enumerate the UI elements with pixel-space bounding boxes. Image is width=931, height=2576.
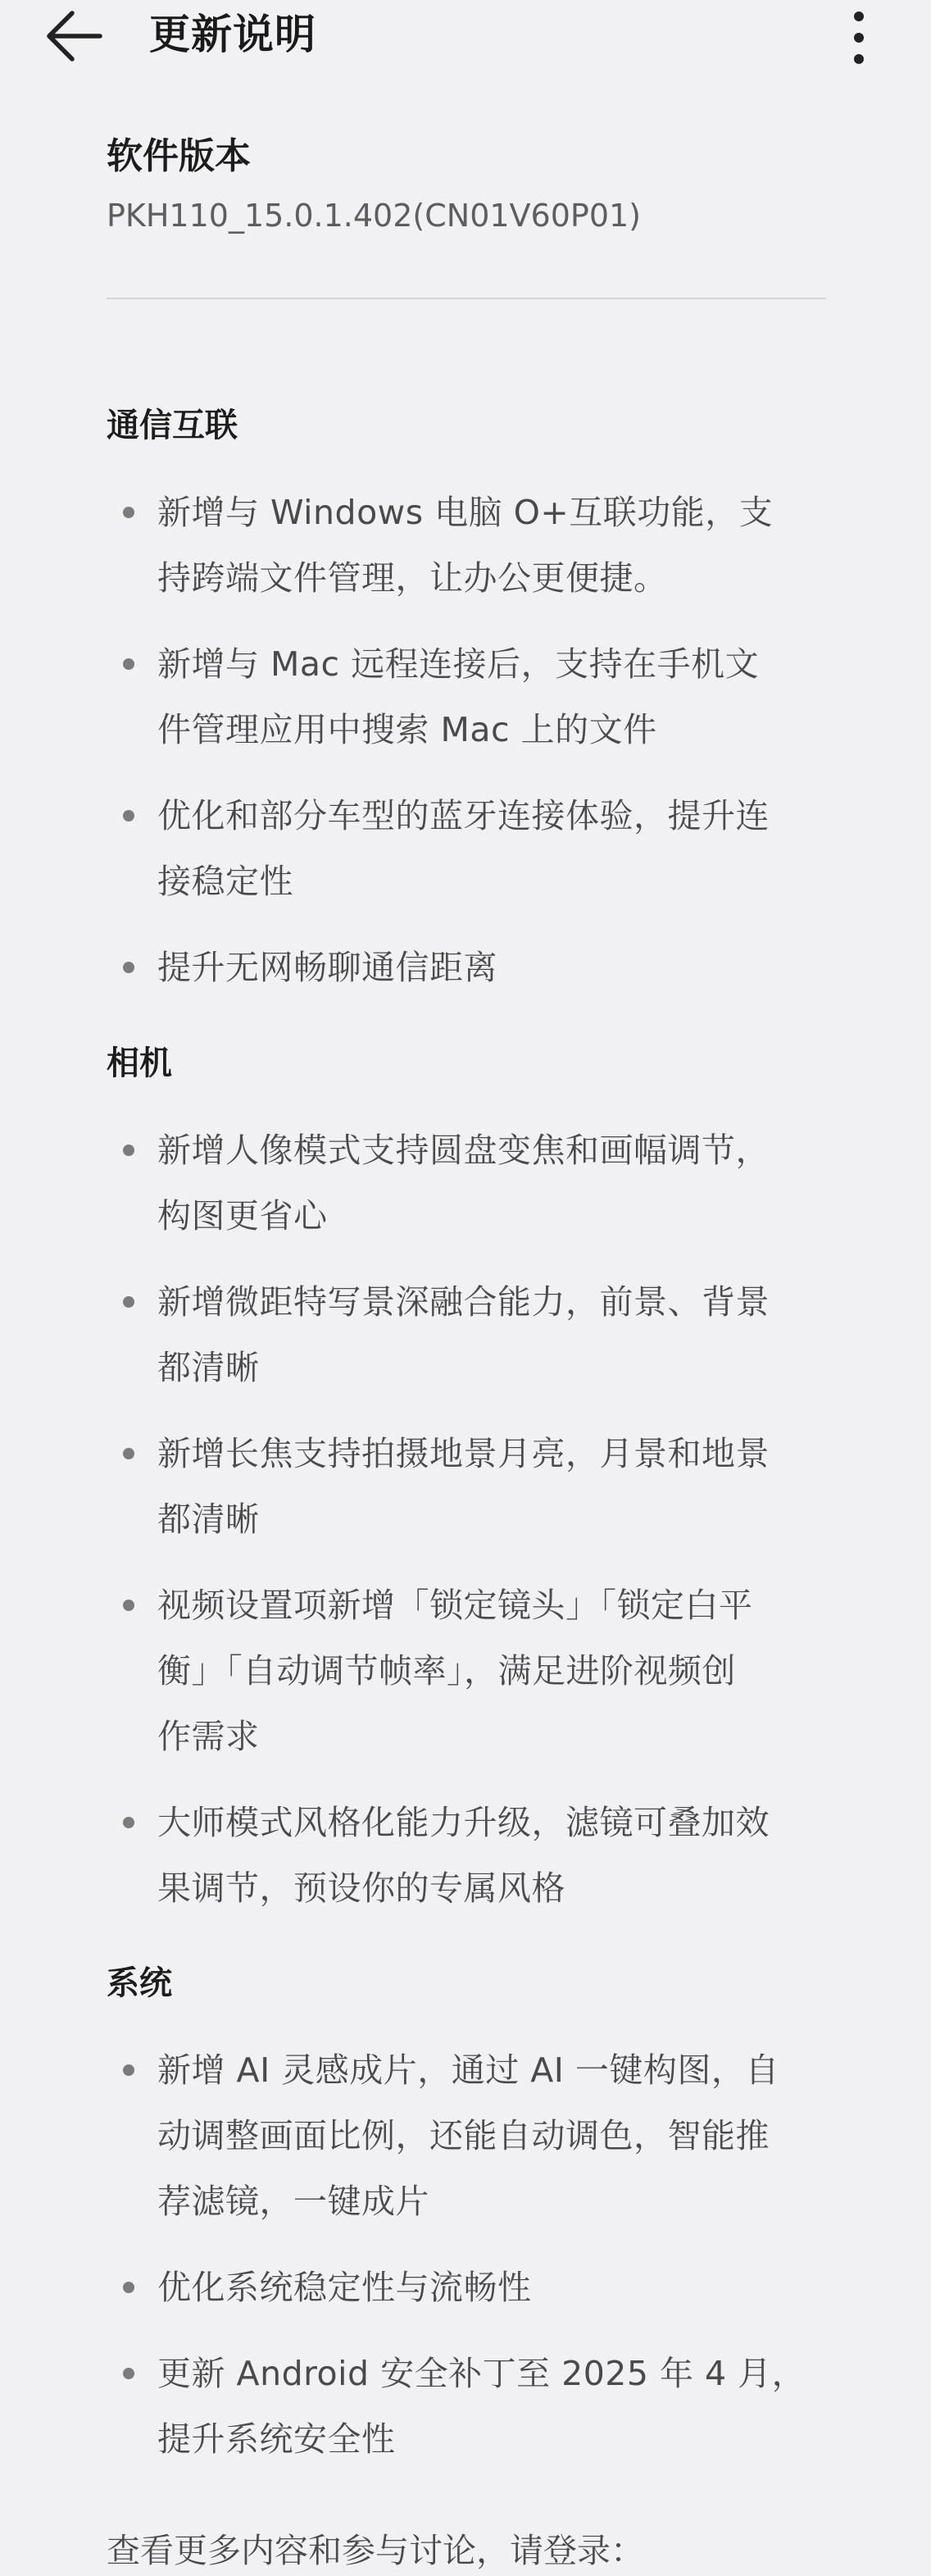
list-item: [157, 2037, 842, 2234]
software-version-value: PKH110_15.0.1.402(CN01V60P01): [107, 198, 641, 234]
bullet: [123, 1296, 134, 1308]
list-item: [157, 1790, 842, 1921]
list-item: [157, 480, 842, 611]
page-title: 更新说明: [149, 11, 316, 58]
bullet: [123, 1600, 134, 1611]
item-line: 持跨端文件管理，让办公更便捷。: [157, 558, 668, 598]
item-line: 优化和部分车型的蓝牙连接体验，提升连: [157, 796, 770, 835]
section-title-camera: 相机: [107, 1045, 172, 1082]
bullet: [123, 1817, 134, 1828]
item-line: 都清晰: [157, 1500, 260, 1539]
item-line: 都清晰: [157, 1348, 260, 1387]
item-line: 新增与 Windows 电脑 O+互联功能，支: [157, 493, 774, 532]
section-title-system: 系统: [107, 1964, 172, 2002]
item-line: 提升系统安全性: [157, 2419, 396, 2459]
list-item: [157, 2341, 842, 2472]
list-item: [157, 1117, 842, 1249]
item-line: 件管理应用中搜索 Mac 上的文件: [157, 710, 657, 749]
item-line: 接稳定性: [157, 862, 293, 901]
list-item: [157, 1269, 842, 1400]
more-options-button[interactable]: [833, 5, 885, 67]
list-item: [157, 1572, 842, 1769]
item-line: 果调节，预设你的专属风格: [157, 1868, 565, 1908]
bullet: [123, 1145, 134, 1156]
software-version-label: 软件版本: [107, 135, 251, 177]
back-button[interactable]: [43, 8, 105, 64]
list-item: [157, 935, 842, 1000]
item-line: 作需求: [157, 1717, 260, 1756]
bullet: [123, 507, 134, 518]
bullet: [123, 1448, 134, 1459]
item-line: 优化系统稳定性与流畅性: [157, 2268, 532, 2307]
item-line: 衡」「自动调节帧率」，满足进阶视频创: [157, 1651, 736, 1691]
list-item: [157, 1421, 842, 1552]
item-line: 构图更省心: [157, 1196, 328, 1236]
arrow-left-icon: [43, 8, 105, 64]
item-line: 动调整画面比例，还能自动调色，智能推: [157, 2116, 770, 2155]
bullet: [123, 2282, 134, 2293]
bullet: [123, 658, 134, 670]
item-line: 新增 AI 灵感成片，通过 AI 一键构图，自: [157, 2050, 779, 2090]
divider: [107, 298, 826, 299]
item-line: 新增与 Mac 远程连接后，支持在手机文: [157, 644, 760, 684]
item-line: 新增微距特写景深融合能力，前景、背景: [157, 1282, 770, 1322]
list-item: [157, 631, 842, 762]
item-line: 更新 Android 安全补丁至 2025 年 4 月，: [157, 2354, 806, 2393]
list-item: [157, 783, 842, 914]
bullet: [123, 810, 134, 821]
bullet: [123, 2368, 134, 2379]
item-line: 新增人像模式支持圆盘变焦和画幅调节，: [157, 1131, 770, 1170]
item-line: 荐滤镜，一键成片: [157, 2182, 429, 2221]
app-bar: [0, 0, 931, 75]
item-line: 提升无网畅聊通信距离: [157, 948, 497, 987]
item-line: 视频设置项新增「锁定镜头」「锁定白平: [157, 1586, 753, 1625]
list-item: [157, 2255, 842, 2320]
footer-login-prompt: 查看更多内容和参与讨论，请登录：: [107, 2531, 644, 2570]
item-line: 新增长焦支持拍摄地景月亮，月景和地景: [157, 1434, 770, 1473]
more-vertical-icon: [833, 5, 885, 67]
bullet: [123, 2064, 134, 2076]
item-line: 大师模式风格化能力升级，滤镜可叠加效: [157, 1803, 770, 1842]
bullet: [123, 962, 134, 973]
section-title-connectivity: 通信互联: [107, 407, 238, 444]
